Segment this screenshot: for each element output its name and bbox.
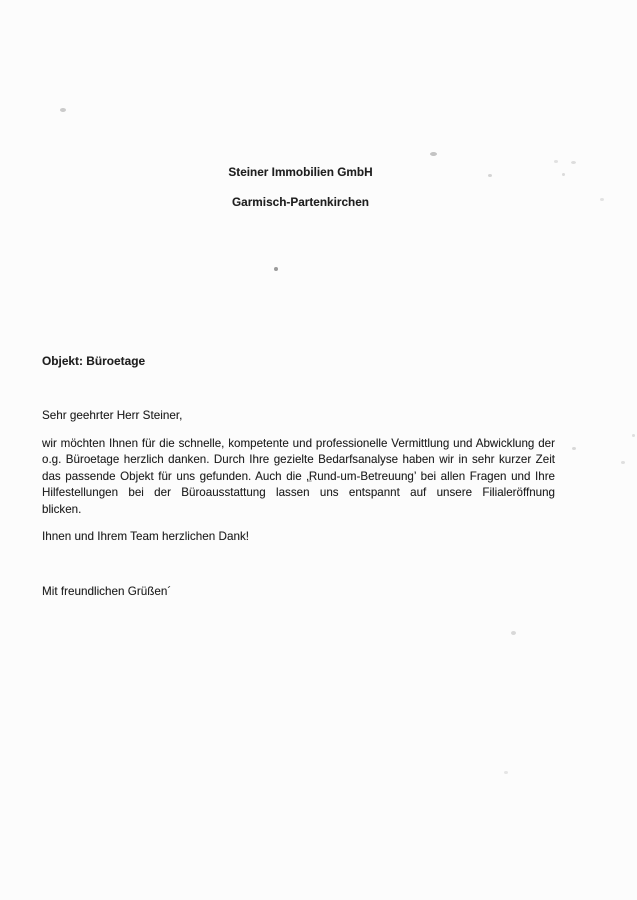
scan-speck [632, 434, 635, 437]
scan-speck [430, 152, 437, 156]
company-city: Garmisch-Partenkirchen [231, 195, 370, 209]
scan-speck [554, 160, 558, 163]
scan-speck [621, 461, 625, 464]
body-paragraph [42, 436, 555, 518]
scan-speck [504, 771, 508, 774]
body-line-3: das passende Objekt für uns gefunden. Auch die ‚Rund-um-Betreuung’ bei allen Fragen und Ihre [42, 469, 555, 483]
subject-line: Objekt: Büroetage [42, 354, 146, 368]
body-line-5: blicken. [42, 502, 82, 516]
body-line-4: Hilfestellungen bei der Büroausstattung lassen uns entspannt auf unsere Filialeröffnung [42, 486, 555, 500]
scan-speck [572, 447, 576, 450]
body-line-1: wir möchten Ihnen für die schnelle, kompetente und professionelle Vermittlung und Abwicklung der [42, 437, 555, 450]
closing-line: Mit freundlichen Grüßen´ [42, 585, 172, 598]
company-name: Steiner Immobilien GmbH [228, 165, 373, 179]
salutation: Sehr geehrter Herr Steiner, [42, 409, 183, 422]
scan-speck [571, 161, 576, 164]
body-line-2: o.g. Büroetage herzlich danken. Durch Ihre gezielte Bedarfsanalyse haben wir in sehr kurzer Zeit [42, 453, 555, 467]
scan-speck [60, 108, 66, 112]
scan-speck [274, 267, 278, 271]
scan-speck [511, 631, 516, 635]
thanks-line: Ihnen und Ihrem Team herzlichen Dank! [42, 530, 250, 543]
